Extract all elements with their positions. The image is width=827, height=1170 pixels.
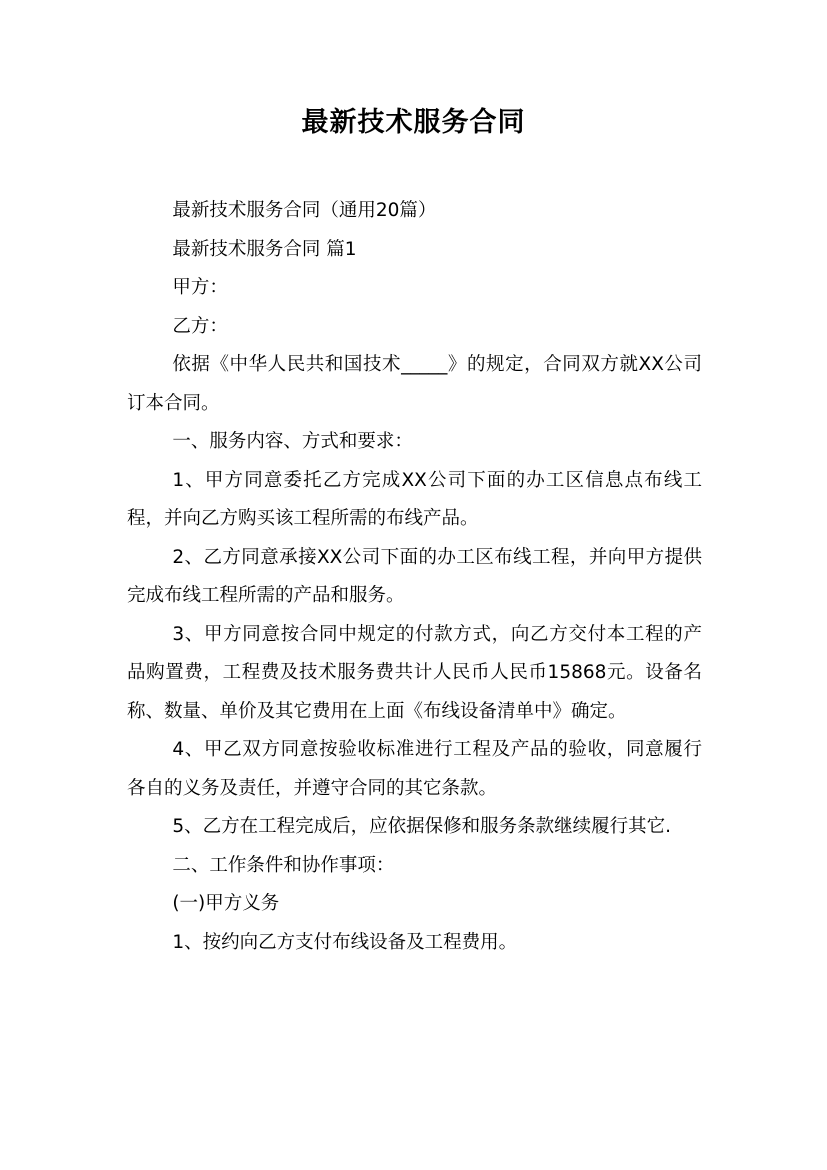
paragraph-section-heading: 最新技术服务合同 篇1: [172, 238, 357, 260]
paragraph-item-5: 5、乙方在工程完成后，应依据保修和服务条款继续履行其它.: [172, 816, 671, 837]
paragraph-party-a: 甲方：: [172, 277, 228, 298]
paragraph-item-3: 3、甲方同意按合同中规定的付款方式，向乙方交付本工程的产品购置费，工程费及技术服务费共计人民币人民币15868元。设备名称、数量、单价及其它费用在上面《布线设备清单中》确定。: [127, 623, 702, 722]
paragraph-heading-2: 二、工作条件和协作事项：: [172, 854, 395, 876]
paragraph-heading-1: 一、服务内容、方式和要求：: [172, 431, 413, 452]
paragraph-item-2: 2、乙方同意承接XX公司下面的办工区布线工程，并向甲方提供完成布线工程所需的产品和服务。: [127, 546, 702, 606]
paragraph-subtitle: 最新技术服务合同（通用20篇）: [172, 200, 437, 221]
paragraph-basis: 依据《中华人民共和国技术_____》的规定，合同双方就XX公司订本合同。: [127, 354, 702, 414]
paragraph-subheading-a: (一)甲方义务: [172, 893, 280, 914]
paragraph-item-1: 1、甲方同意委托乙方完成XX公司下面的办工区信息点布线工程，并向乙方购买该工程所需的布线产品。: [127, 469, 702, 529]
paragraph-party-b: 乙方：: [172, 315, 228, 337]
paragraph-item-4: 4、甲乙双方同意按验收标准进行工程及产品的验收，同意履行各自的义务及责任，并遵守合同的其它条款。: [127, 739, 702, 799]
document-title: 最新技术服务合同: [301, 107, 526, 138]
document-body: [127, 192, 702, 962]
paragraph-duty-1: 1、按约向乙方支付布线设备及工程费用。: [172, 931, 518, 953]
